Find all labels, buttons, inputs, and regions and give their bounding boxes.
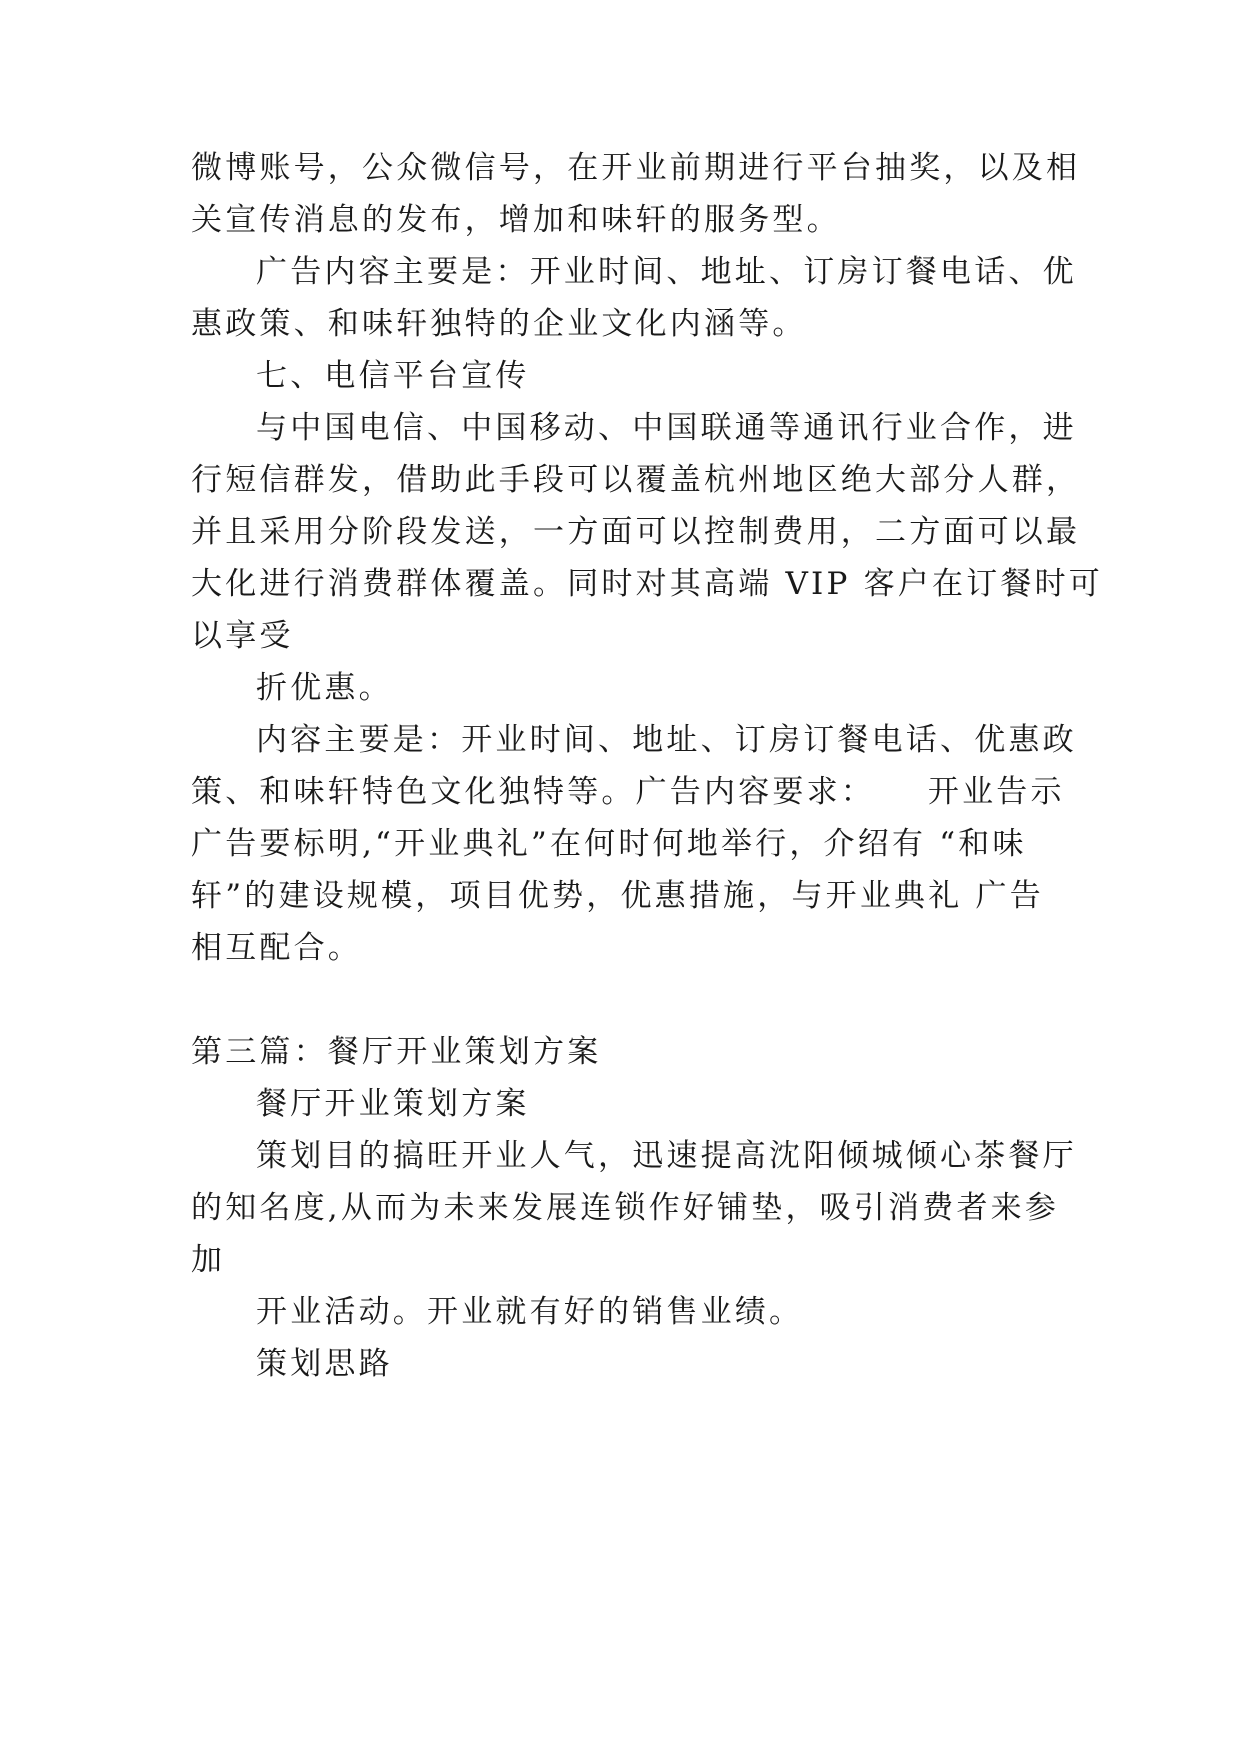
paragraph-line: 折优惠。 [256,670,393,706]
paragraph-line: 轩”的建设规模，项目优势，优惠措施，与开业典礼 广告 [191,878,1044,914]
paragraph-line: 内容主要是：开业时间、地址、订房订餐电话、优惠政 [256,722,1077,758]
section-heading: 策划思路 [256,1346,393,1382]
paragraph-line: 并且采用分阶段发送，一方面可以控制费用，二方面可以最 [191,514,1081,550]
paragraph-line: 开业活动。开业就有好的销售业绩。 [256,1294,804,1330]
paragraph-line: 以享受 [191,618,294,654]
paragraph-line: 行短信群发，借助此手段可以覆盖杭州地区绝大部分人群， [191,462,1081,498]
paragraph-line: 与中国电信、中国移动、中国联通等通讯行业合作，进 [256,410,1077,446]
paragraph-line: 相互配合。 [191,930,362,966]
paragraph-line: 关宣传消息的发布，增加和味轩的服务型。 [191,202,841,238]
paragraph-line: 惠政策、和味轩独特的企业文化内涵等。 [191,306,807,342]
paragraph-line: 策划目的搞旺开业人气，迅速提高沈阳倾城倾心茶餐厅 [256,1138,1077,1174]
paragraph-line: 微博账号，公众微信号，在开业前期进行平台抽奖，以及相 [191,150,1081,186]
paragraph-line: 广告要标明,“开业典礼”在何时何地举行，介绍有 “和味 [191,826,1027,862]
section-heading: 七、电信平台宣传 [256,358,530,394]
paragraph-line: 加 [191,1242,226,1278]
section-heading: 餐厅开业策划方案 [256,1086,530,1122]
paragraph-line: 的知名度,从而为未来发展连锁作好铺垫，吸引消费者来参 [191,1190,1060,1226]
paragraph-line: 大化进行消费群体覆盖。同时对其高端 VIP 客户在订餐时可 [191,566,1103,602]
paragraph-line: 策、和味轩特色文化独特等。广告内容要求： 开业告示 [191,774,1065,810]
chapter-title: 第三篇：餐厅开业策划方案 [191,1034,602,1070]
paragraph-line: 广告内容主要是：开业时间、地址、订房订餐电话、优 [256,254,1077,290]
